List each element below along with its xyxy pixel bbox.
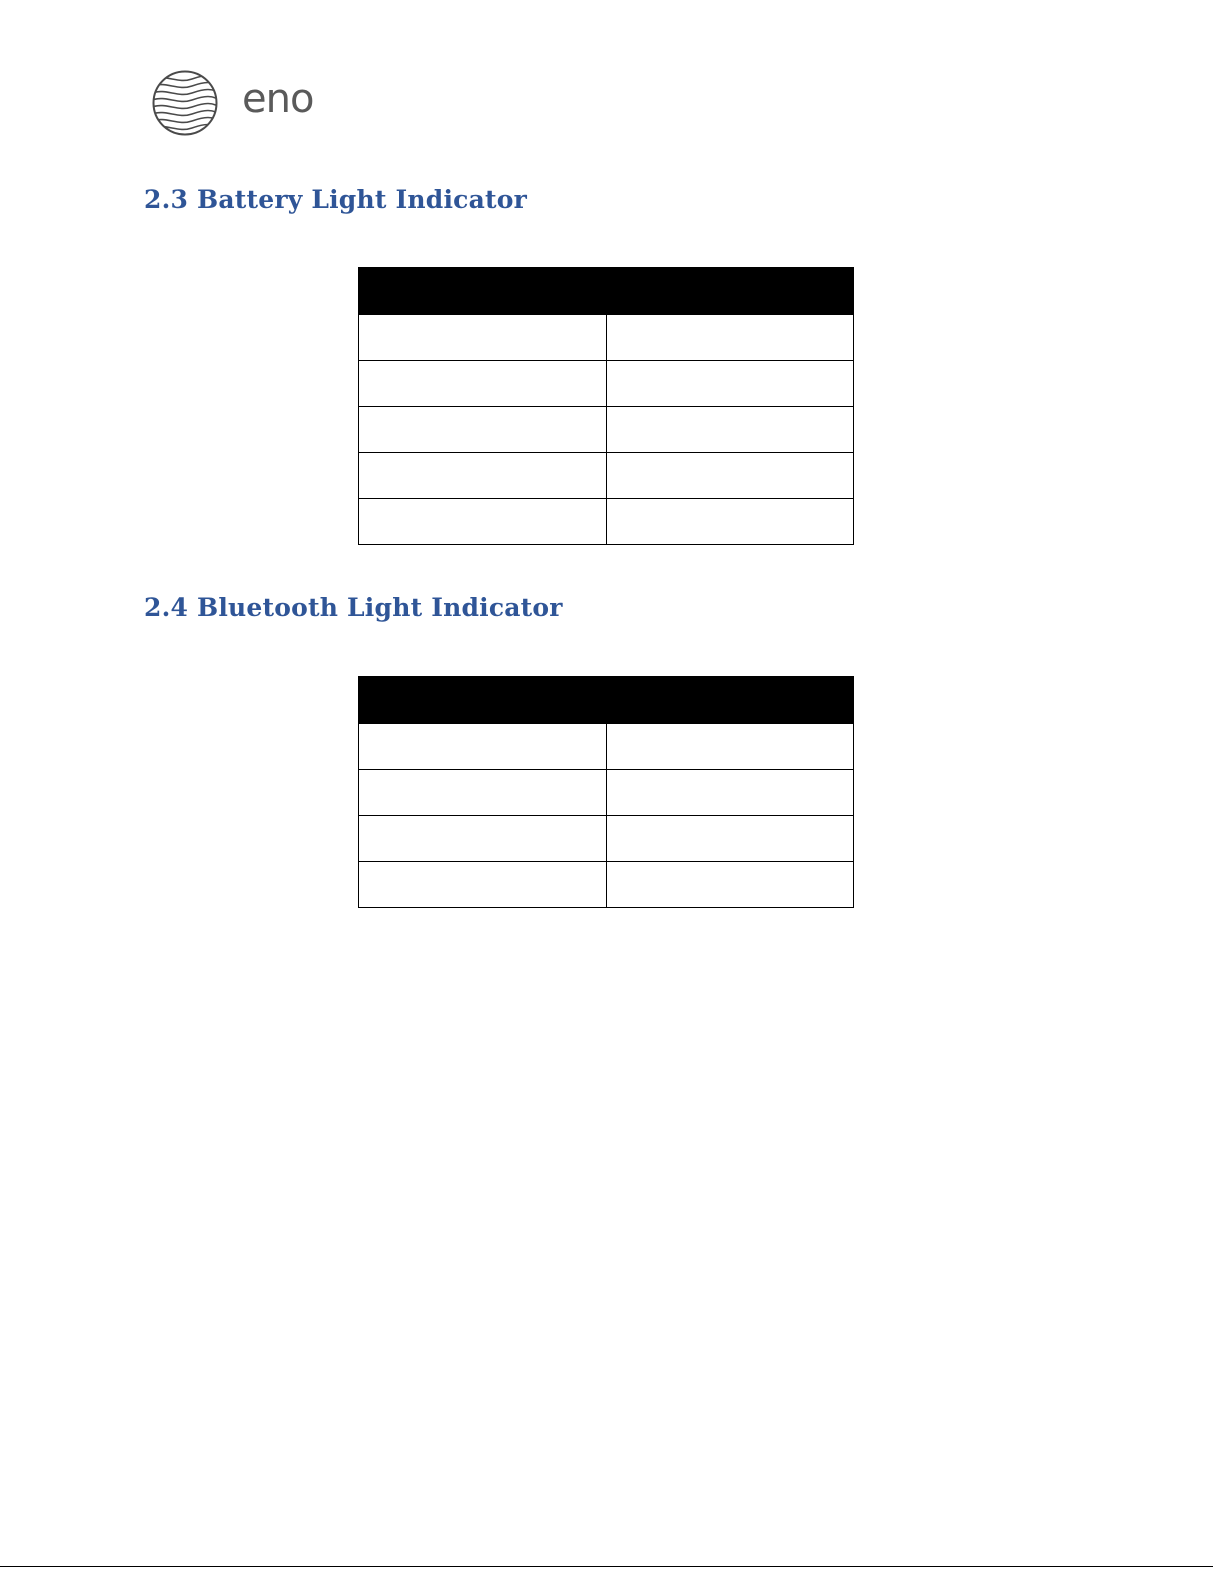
table-cell [607,724,854,770]
table-row [359,453,854,499]
table-row [359,816,854,862]
table-cell [607,315,854,361]
table-row [359,315,854,361]
table-row [359,499,854,545]
table-header-row [359,677,854,724]
page-bottom-divider [0,1566,1213,1567]
table-header-cell [359,268,607,315]
bluetooth-indicator-heading: 2.4 Bluetooth Light Indicator [144,593,563,622]
table-header-row [359,268,854,315]
table-cell [359,315,607,361]
wave-globe-icon [152,70,218,136]
table-cell [359,407,607,453]
table-cell [359,361,607,407]
table-cell [607,361,854,407]
table-cell [607,816,854,862]
table-cell [607,499,854,545]
table-row [359,724,854,770]
table-row [359,862,854,908]
bluetooth-indicator-table [358,676,854,908]
table-cell [359,770,607,816]
table-cell [607,862,854,908]
table-header-cell [359,677,607,724]
table-row [359,770,854,816]
table-row [359,407,854,453]
table-cell [359,816,607,862]
table-cell [607,453,854,499]
table-cell [607,770,854,816]
table-cell [359,499,607,545]
table-header-cell [607,677,854,724]
table-header-cell [607,268,854,315]
table-row [359,361,854,407]
table-cell [359,724,607,770]
brand-logo [152,70,332,136]
table-cell [359,862,607,908]
battery-indicator-heading: 2.3 Battery Light Indicator [144,185,527,214]
brand-wordmark: eno [242,76,314,122]
battery-indicator-table [358,267,854,545]
table-cell [607,407,854,453]
table-cell [359,453,607,499]
